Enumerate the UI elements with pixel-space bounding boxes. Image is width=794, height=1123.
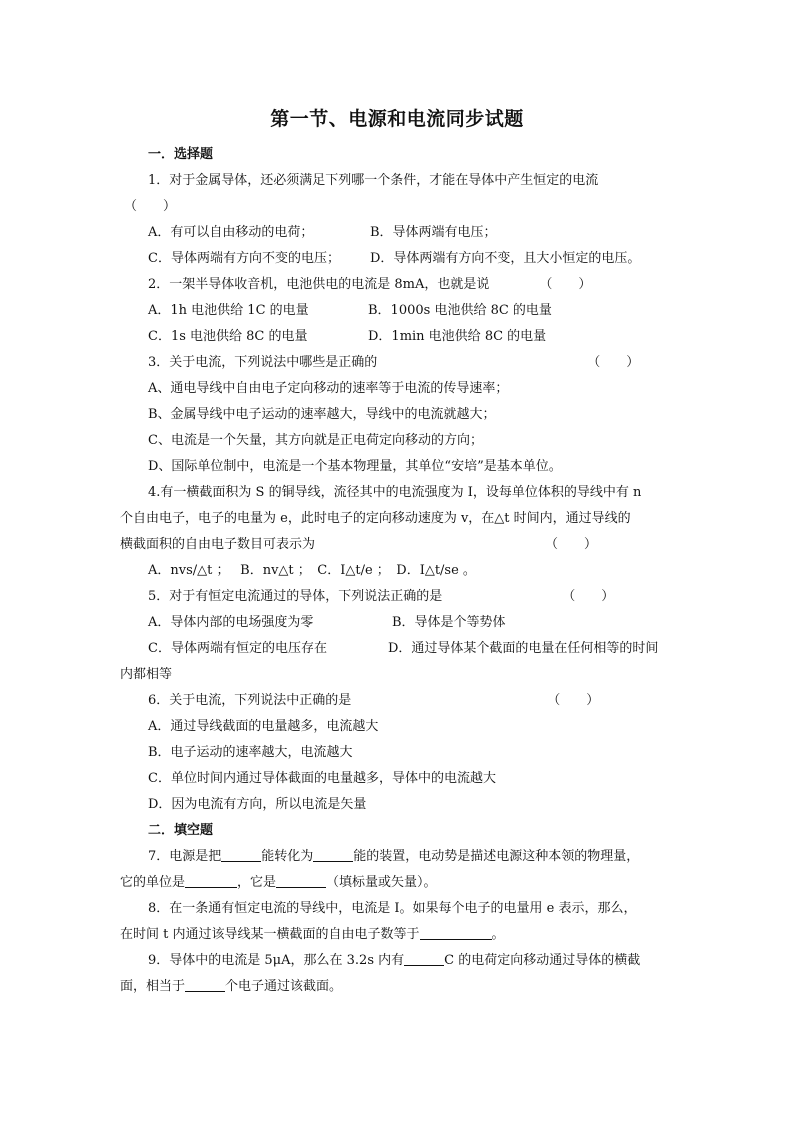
q2-option-d: D．1min 电池供给 8C 的电量 (368, 329, 547, 344)
q9-text-2: C 的电荷定向移动通过导体的横截 (444, 953, 641, 968)
q8-blank-1 (420, 924, 492, 940)
q7-text-4: 它的单位是 (120, 875, 186, 890)
q5-options-row-2 (120, 636, 680, 662)
q4-answer-paren: （ ） (545, 537, 598, 552)
q1-option-d: D．导体两端有方向不变，且大小恒定的电压。 (370, 251, 641, 266)
q1-option-c: C．导体两端有方向不变的电压； (148, 251, 340, 266)
q3-option-a: A、通电导线中自由电子定向移动的速率等于电流的传导速率； (148, 381, 509, 396)
q7-blank-3 (185, 872, 237, 888)
q9-text-3: 面，相当于 (120, 979, 186, 994)
q5-option-d: D．通过导体某个截面的电量在任何相等的时间 (388, 641, 659, 656)
worksheet-body (120, 142, 680, 1000)
q7-blank-4 (276, 872, 326, 888)
q2-stem: 2．一架半导体收音机，电池供电的电流是 8mA，也就是说 (148, 277, 490, 292)
q5-stem: 5．对于有恒定电流通过的导体，下列说法正确的是 (148, 589, 443, 604)
q1-option-b: B．导体两端有电压； (370, 225, 497, 240)
q1-options-row-2 (120, 246, 680, 272)
q4-stem-end: 横截面积的自由电子数目可表示为 (120, 537, 316, 552)
q3-answer-paren: （ ） (587, 355, 640, 370)
q9-text-1: 9．导体中的电流是 5μA，那么在 3.2s 内有 (148, 953, 405, 968)
q7-line-1 (120, 844, 680, 870)
q8-line-1: 8．在一条通有恒定电流的导线中，电流是 I。如果每个电子的电量用 e 表示，那么， (148, 901, 637, 916)
q2-answer-paren: （ ） (539, 277, 592, 292)
section-heading-choice: 一．选择题 (148, 147, 214, 162)
q6-answer-paren: （ ） (547, 693, 600, 708)
q9-line-1 (120, 948, 680, 974)
q9-text-4: 个电子通过该截面。 (225, 979, 343, 994)
q5-option-c: C．导体两端有恒定的电压存在 (148, 641, 327, 656)
q8-line-2 (120, 922, 680, 948)
q7-text-1: 7．电源是把 (148, 849, 222, 864)
q8-text-1: 在时间 t 内通过该导线某一横截面的自由电子数等于 (120, 927, 420, 942)
q2-line (120, 272, 680, 298)
q1-option-a: A．有可以自由移动的电荷； (148, 225, 314, 240)
q4-line-3 (120, 532, 680, 558)
q4-options: A．nvs/△t ； B．nv△t ； C．I△t/e ； D．I△t/se 。 (148, 563, 476, 578)
q2-options-row-1 (120, 298, 680, 324)
q3-option-d: D、国际单位制中，电流是一个基本物理量，其单位“安培”是基本单位。 (148, 459, 562, 474)
q8-text-2: 。 (491, 927, 505, 942)
q5-answer-paren: （ ） (562, 589, 615, 604)
q5-line (120, 584, 680, 610)
q5-option-b: B．导体是个等势体 (392, 615, 506, 630)
q4-line-1: 4.有一横截面积为 S 的铜导线，流径其中的电流强度为 I，设每单位体积的导线中有 n (148, 485, 642, 500)
q5-options-row-1 (120, 610, 680, 636)
q5-option-d-continued: 内都相等 (120, 667, 173, 682)
q6-option-a: A．通过导线截面的电量越多，电流越大 (148, 719, 379, 734)
q3-option-c: C、电流是一个矢量，其方向就是正电荷定向移动的方向； (148, 433, 483, 448)
q7-text-3: 能的装置，电动势是描述电源这种本领的物理量， (353, 849, 640, 864)
q1-stem: 1．对于金属导体，还必须满足下列哪一个条件，才能在导体中产生恒定的电流 (148, 173, 599, 188)
q7-blank-2 (313, 846, 353, 862)
q6-option-d: D．因为电流有方向，所以电流是矢量 (148, 797, 367, 812)
q5-option-a: A．导体内部的电场强度为零 (148, 615, 314, 630)
q2-option-b: B．1000s 电池供给 8C 的电量 (368, 303, 552, 318)
page-title: 第一节、电源和电流同步试题 (270, 108, 524, 130)
q9-line-2 (120, 974, 680, 1000)
q9-blank-2 (185, 976, 225, 992)
q3-option-b: B、金属导线中电子运动的速率越大，导线中的电流就越大； (148, 407, 496, 422)
q2-option-c: C．1s 电池供给 8C 的电量 (148, 329, 308, 344)
q1-answer-paren: （ ） (124, 199, 177, 214)
q3-stem: 3．关于电流，下列说法中哪些是正确的 (148, 355, 378, 370)
q7-text-6: （填标量或矢量）。 (326, 875, 437, 890)
q6-stem: 6．关于电流，下列说法中正确的是 (148, 693, 352, 708)
q7-text-5: ，它是 (237, 875, 277, 890)
q6-option-c: C．单位时间内通过导体截面的电量越多，导体中的电流越大 (148, 771, 496, 786)
q7-text-2: 能转化为 (261, 849, 314, 864)
q9-blank-1 (404, 950, 444, 966)
section-heading-fill: 二．填空题 (148, 823, 214, 838)
q7-blank-1 (221, 846, 261, 862)
q2-option-a: A．1h 电池供给 1C 的电量 (148, 303, 309, 318)
q3-line (120, 350, 680, 376)
q6-option-b: B．电子运动的速率越大，电流越大 (148, 745, 353, 760)
q2-options-row-2 (120, 324, 680, 350)
q7-line-2 (120, 870, 680, 896)
q6-line (120, 688, 680, 714)
q4-line-2: 个自由电子，电子的电量为 e，此时电子的定向移动速度为 v，在△t 时间内，通过导线的 (120, 511, 631, 526)
q1-options-row-1 (120, 220, 680, 246)
